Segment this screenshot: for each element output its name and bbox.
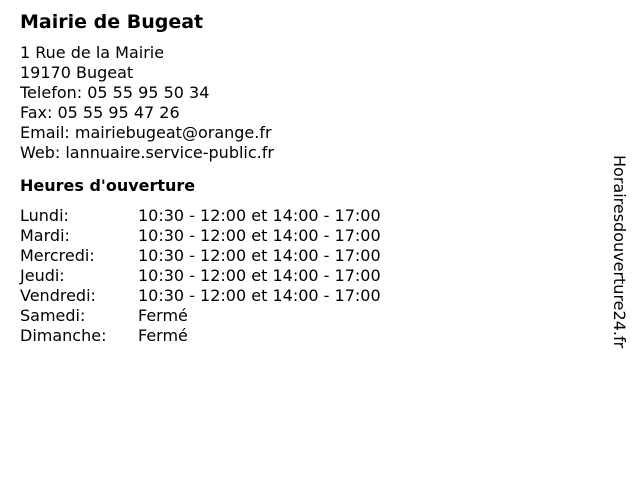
place-card [20, 10, 580, 346]
site-watermark-text: Horairesdouverture24.fr [610, 155, 629, 349]
time-range: 10:30 - 12:00 et 14:00 - 17:00 [138, 206, 381, 225]
time-range: 10:30 - 12:00 et 14:00 - 17:00 [138, 286, 381, 305]
opening-hours-heading: Heures d'ouverture [20, 176, 196, 195]
hours-row-thursday [20, 266, 580, 286]
day-label: Jeudi: [20, 266, 65, 285]
place-name: Mairie de Bugeat [20, 11, 204, 33]
day-label: Dimanche: [20, 326, 107, 345]
fax-line: Fax: 05 55 95 47 26 [20, 103, 180, 122]
phone-line: Telefon: 05 55 95 50 34 [20, 83, 210, 102]
time-range: 10:30 - 12:00 et 14:00 - 17:00 [138, 226, 381, 245]
hours-row-saturday [20, 306, 580, 326]
web-line: Web: lannuaire.service-public.fr [20, 143, 274, 162]
day-label: Mardi: [20, 226, 70, 245]
opening-hours-table [20, 206, 580, 346]
day-label: Lundi: [20, 206, 69, 225]
day-label: Mercredi: [20, 246, 95, 265]
hours-row-friday [20, 286, 580, 306]
email-line: Email: mairiebugeat@orange.fr [20, 123, 272, 142]
hours-row-monday [20, 206, 580, 226]
day-label: Vendredi: [20, 286, 96, 305]
hours-row-wednesday [20, 246, 580, 266]
hours-row-sunday [20, 326, 580, 346]
street-address: 1 Rue de la Mairie [20, 43, 165, 62]
postal-city: 19170 Bugeat [20, 63, 134, 82]
contact-details [20, 43, 580, 163]
hours-row-tuesday [20, 226, 580, 246]
day-label: Samedi: [20, 306, 86, 325]
time-range: Fermé [138, 326, 188, 345]
time-range: Fermé [138, 306, 188, 325]
site-watermark [604, 134, 634, 370]
time-range: 10:30 - 12:00 et 14:00 - 17:00 [138, 266, 381, 285]
time-range: 10:30 - 12:00 et 14:00 - 17:00 [138, 246, 381, 265]
